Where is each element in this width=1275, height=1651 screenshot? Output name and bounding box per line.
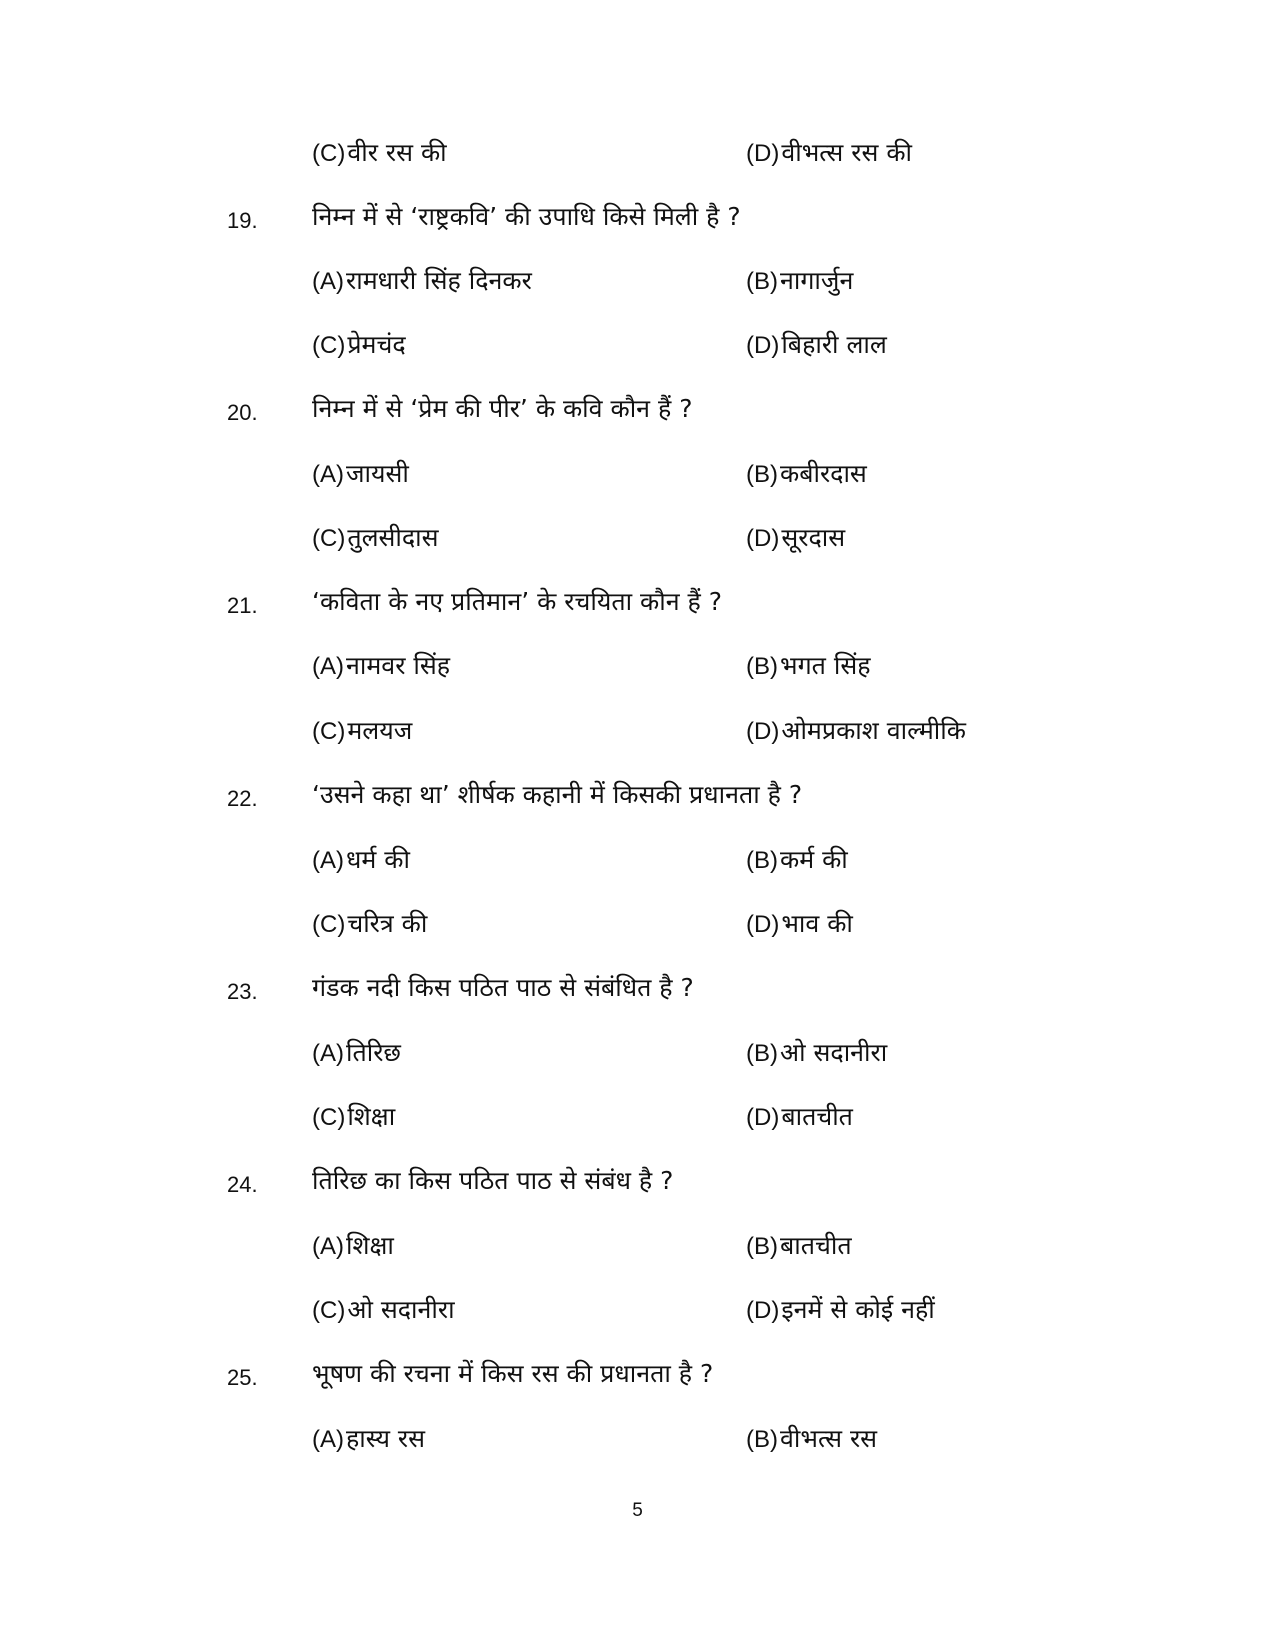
option-a: (A)हास्य रस: [312, 1424, 426, 1453]
option-c: (C)प्रेमचंद: [312, 330, 406, 359]
option-c: (C)तुलसीदास: [312, 523, 439, 552]
option-d: (D)इनमें से कोई नहीं: [746, 1295, 935, 1324]
option-d: (D)सूरदास: [746, 523, 846, 552]
question-number: 21.: [227, 593, 258, 618]
option-a: (A)शिक्षा: [312, 1231, 394, 1260]
option-a: (A)रामधारी सिंह दिनकर: [312, 266, 532, 295]
question-text: तिरिछ का किस पठित पाठ से संबंध है ?: [312, 1166, 674, 1195]
option-d: (D)बिहारी लाल: [746, 330, 887, 359]
option-c-prev: (C)वीर रस की: [312, 138, 447, 167]
option-b: (B)वीभत्स रस: [746, 1424, 878, 1453]
option-b: (B)नागार्जुन: [746, 266, 854, 295]
question-number: 20.: [227, 400, 258, 425]
question-text: ‘उसने कहा था’ शीर्षक कहानी में किसकी प्रधानता है ?: [312, 780, 803, 809]
option-c: (C)ओ सदानीरा: [312, 1295, 455, 1324]
question-number: 19.: [227, 208, 258, 233]
question-text: निम्न में से ‘राष्ट्रकवि’ की उपाधि किसे मिली है ?: [312, 202, 741, 231]
option-c: (C)शिक्षा: [312, 1102, 396, 1131]
option-d: (D)ओमप्रकाश वाल्मीकि: [746, 716, 966, 745]
option-a: (A)तिरिछ: [312, 1038, 401, 1067]
option-d: (D)बातचीत: [746, 1102, 853, 1131]
option-b: (B)बातचीत: [746, 1231, 852, 1260]
option-b: (B)कबीरदास: [746, 459, 867, 488]
page-number: 5: [632, 1500, 643, 1521]
question-number: 22.: [227, 786, 258, 811]
option-d: (D)भाव की: [746, 909, 853, 938]
option-b: (B)भगत सिंह: [746, 651, 871, 680]
question-number: 24.: [227, 1172, 258, 1197]
option-c: (C)मलयज: [312, 716, 413, 745]
question-number: 25.: [227, 1365, 258, 1390]
question-text: भूषण की रचना में किस रस की प्रधानता है ?: [312, 1359, 714, 1388]
option-b: (B)कर्म की: [746, 845, 848, 874]
question-text: ‘कविता के नए प्रतिमान’ के रचयिता कौन हैं ?: [312, 587, 723, 616]
option-b: (B)ओ सदानीरा: [746, 1038, 888, 1067]
question-text: निम्न में से ‘प्रेम की पीर’ के कवि कौन हैं ?: [312, 394, 693, 423]
question-number: 23.: [227, 979, 258, 1004]
question-text: गंडक नदी किस पठित पाठ से संबंधित है ?: [312, 973, 694, 1002]
option-d-prev: (D)वीभत्स रस की: [746, 138, 913, 167]
option-c: (C)चरित्र की: [312, 909, 428, 938]
option-a: (A)जायसी: [312, 459, 409, 488]
option-a: (A)नामवर सिंह: [312, 651, 451, 680]
option-a: (A)धर्म की: [312, 845, 410, 874]
